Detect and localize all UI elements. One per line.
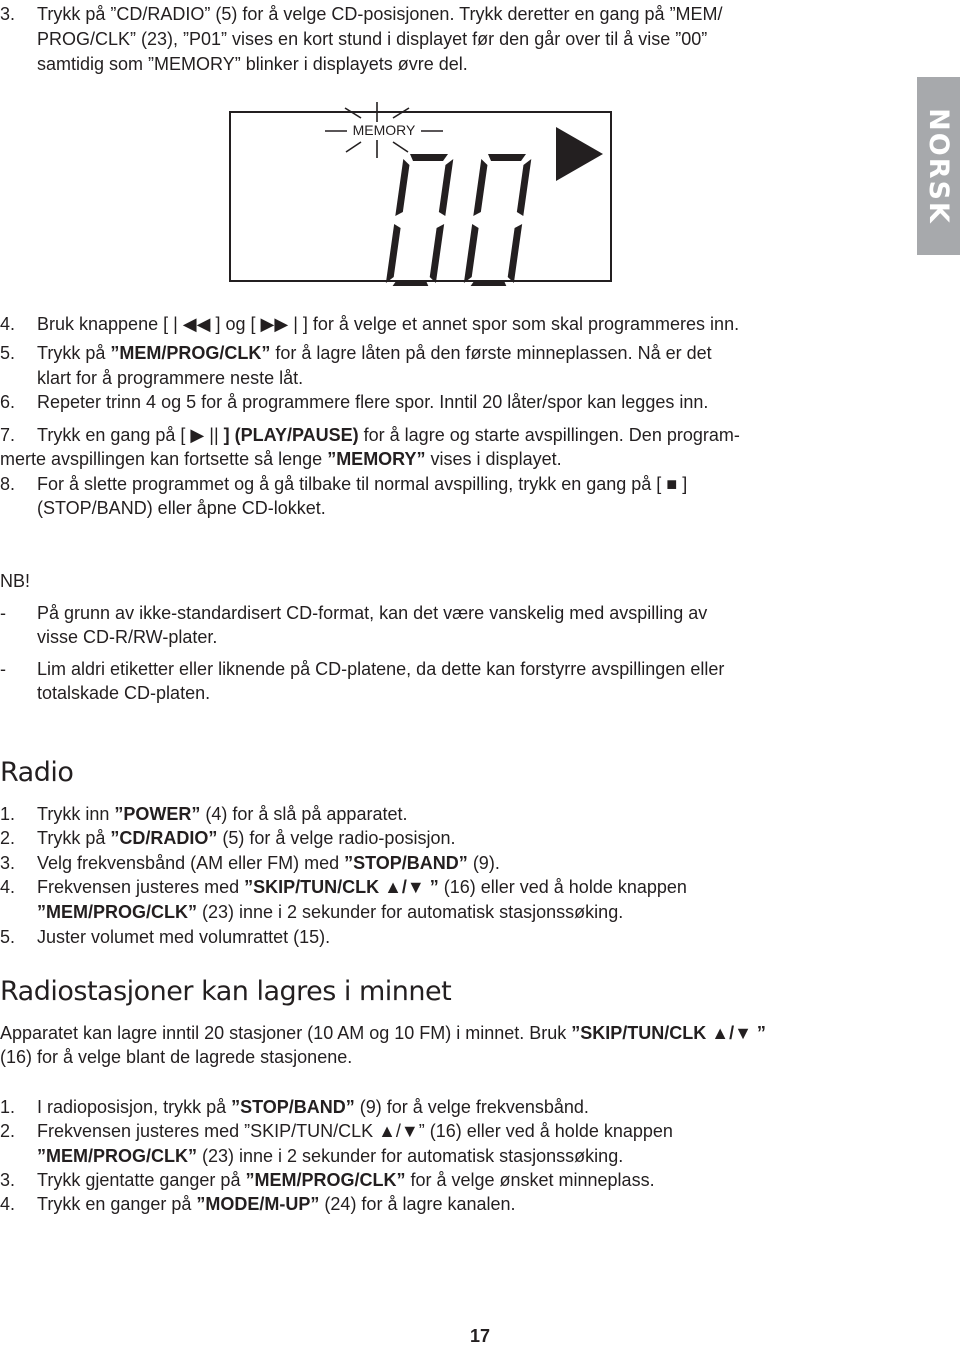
- step-number: 4.: [0, 1194, 16, 1214]
- play-indicator-icon: [556, 127, 603, 181]
- step-number: 2.: [0, 828, 16, 848]
- step-text: I radioposisjon, trykk på: [37, 1097, 232, 1117]
- language-tab: [917, 77, 960, 255]
- key-name: ”SKIP/TUN/CLK ▲/▼ ”: [244, 877, 439, 897]
- key-name: ”MEM/PROG/CLK”: [245, 1170, 406, 1190]
- step-text: (9) for å velge frekvensbånd.: [354, 1097, 589, 1117]
- step-text: Trykk en gang på [: [37, 425, 186, 445]
- step-text: samtidig som ”MEMORY” blinker i displayets øvre del.: [37, 54, 468, 74]
- step-text: for å lagre låten på den første minneplassen. Nå er det: [270, 343, 712, 363]
- section-heading-stations: Radiostasjoner kan lagres i minnet: [0, 976, 452, 1007]
- digit-display: [385, 154, 532, 286]
- step-number: 3.: [0, 4, 16, 24]
- step-text: Bruk knappene [: [37, 314, 169, 334]
- key-name: ”MEM/PROG/CLK”: [37, 1146, 197, 1166]
- key-name: (PLAY/PAUSE): [234, 425, 359, 445]
- key-name: ”SKIP/TUN/CLK ▲/▼ ”: [571, 1023, 766, 1043]
- step-text: Repeter trinn 4 og 5 for å programmere flere spor. Inntil 20 låter/spor kan legges inn.: [37, 392, 709, 412]
- note-text: totalskade CD-platen.: [37, 683, 211, 703]
- step-text: for å velge ønsket minneplass.: [405, 1170, 655, 1190]
- key-name: ”CD/RADIO”: [110, 828, 218, 848]
- section-heading-radio: Radio: [0, 757, 74, 788]
- note-text: Lim aldri etiketter eller liknende på CD-platene, da dette kan forstyrre avspillingen eller: [37, 659, 725, 679]
- step-number: 8.: [0, 474, 16, 494]
- step-number: 1.: [0, 804, 16, 824]
- step-text: (23) inne i 2 sekunder for automatisk stasjonssøking.: [197, 1146, 624, 1166]
- digit-zero-2: [463, 154, 532, 286]
- key-name: ”MEMORY”: [327, 449, 426, 469]
- step-text: (5) for å velge radio-posisjon.: [217, 828, 456, 848]
- page-number: 17: [469, 1326, 491, 1346]
- step-number: 3.: [0, 1170, 16, 1190]
- key-name: ”MODE/M-UP”: [196, 1194, 320, 1214]
- step-text: ]: [682, 474, 688, 494]
- step-text: ]: [223, 425, 235, 445]
- bullet: -: [0, 659, 6, 679]
- step-text: Trykk gjentatte ganger på: [37, 1170, 246, 1190]
- step-text: ] og [: [215, 314, 256, 334]
- stop-icon: ■: [661, 474, 683, 494]
- step-text: Velg frekvensbånd (AM eller FM) med: [37, 853, 345, 873]
- play-pause-icon: ▶ ||: [185, 425, 224, 445]
- step-number: 2.: [0, 1121, 16, 1141]
- step-text: for å lagre og starte avspillingen. Den program-: [358, 425, 740, 445]
- skip-forward-icon: ▶▶ |: [255, 314, 303, 334]
- step-text: For å slette programmet og å gå tilbake til normal avspilling, trykk en gang på [: [37, 474, 662, 494]
- key-name: ”STOP/BAND”: [344, 853, 468, 873]
- note-text: visse CD-R/RW-plater.: [37, 627, 218, 647]
- step-number: 5.: [0, 927, 16, 947]
- key-name: ”STOP/BAND”: [231, 1097, 355, 1117]
- intro-text: Apparatet kan lagre inntil 20 stasjoner (10 AM og 10 FM) i minnet. Bruk: [0, 1023, 572, 1043]
- step-text: Trykk på: [37, 343, 111, 363]
- step-text: Trykk på: [37, 828, 111, 848]
- step-text: merte avspillingen kan fortsette så lenge: [0, 449, 328, 469]
- bullet: -: [0, 603, 6, 623]
- step-number: 7.: [0, 425, 16, 445]
- step-text: Trykk en ganger på: [37, 1194, 197, 1214]
- lcd-display-illustration: [229, 96, 619, 286]
- skip-back-icon: | ◀◀: [168, 314, 216, 334]
- step-text: (4) for å slå på apparatet.: [200, 804, 408, 824]
- key-name: ”MEM/PROG/CLK”: [110, 343, 271, 363]
- step-text: Trykk på ”CD/RADIO” (5) for å velge CD-posisjonen. Trykk deretter en gang på ”MEM/: [37, 4, 723, 24]
- step-text: Juster volumet med volumrattet (15).: [37, 927, 331, 947]
- step-text: (STOP/BAND) eller åpne CD-lokket.: [37, 498, 326, 518]
- key-name: ”POWER”: [114, 804, 201, 824]
- step-text: Frekvensen justeres med ”SKIP/TUN/CLK ▲/▼” (16) eller ved å holde knappen: [37, 1121, 673, 1141]
- step-number: 6.: [0, 392, 16, 412]
- step-number: 5.: [0, 343, 16, 363]
- step-text: (9).: [467, 853, 500, 873]
- key-name: ”MEM/PROG/CLK”: [37, 902, 197, 922]
- step-text: Frekvensen justeres med: [37, 877, 245, 897]
- step-text: Trykk inn: [37, 804, 115, 824]
- step-number: 4.: [0, 314, 16, 334]
- intro-text: (16) for å velge blant de lagrede stasjonene.: [0, 1047, 353, 1067]
- step-number: 4.: [0, 877, 16, 897]
- step-text: ] for å velge et annet spor som skal programmeres inn.: [302, 314, 740, 334]
- digits-value: 00: [229, 96, 231, 97]
- step-text: PROG/CLK” (23), ”P01” vises en kort stund i displayet før den går over til å vise ”00”: [37, 29, 708, 49]
- step-text: klart for å programmere neste låt.: [37, 368, 304, 388]
- note-text: På grunn av ikke-standardisert CD-format, kan det være vanskelig med avspilling av: [37, 603, 708, 623]
- memory-label: MEMORY: [352, 122, 416, 138]
- digit-zero-1: [385, 154, 454, 286]
- note-title: NB!: [0, 571, 31, 591]
- step-text: (23) inne i 2 sekunder for automatisk stasjonssøking.: [197, 902, 624, 922]
- step-text: vises i displayet.: [425, 449, 562, 469]
- step-number: 3.: [0, 853, 16, 873]
- step-text: (16) eller ved å holde knappen: [438, 877, 687, 897]
- language-tab-label: NORSK: [923, 107, 954, 225]
- step-number: 1.: [0, 1097, 16, 1117]
- step-text: (24) for å lagre kanalen.: [319, 1194, 516, 1214]
